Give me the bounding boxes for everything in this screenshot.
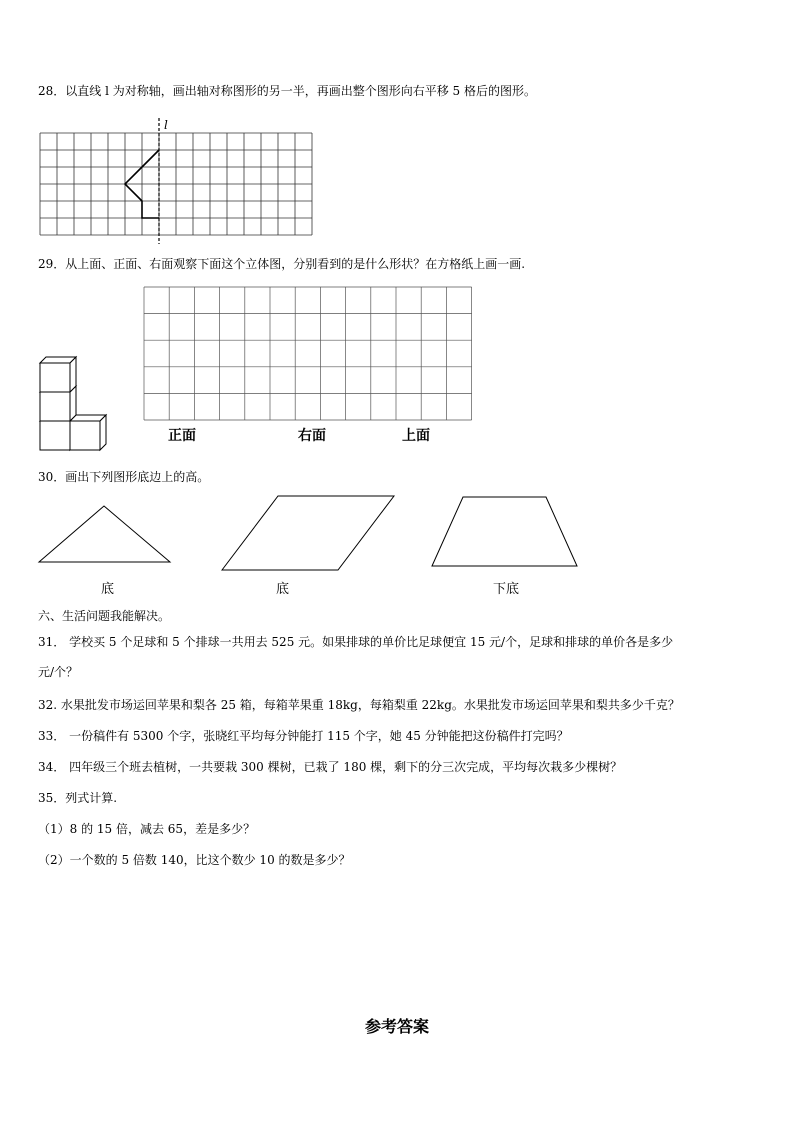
cube-solid-figure [38, 355, 113, 455]
question-35-part1: （1）8 的 15 倍，减去 65，差是多少？ [38, 822, 256, 836]
answer-key-title: 参考答案 [364, 1017, 429, 1036]
base-label-triangle: 底 [101, 582, 115, 597]
view-label-front: 正面 [168, 428, 196, 444]
section-6-heading: 六、生活问题我能解决。 [38, 609, 171, 623]
question-35: 35．列式计算. [38, 791, 118, 805]
question-30: 30．画出下列图形底边上的高。 [38, 470, 210, 484]
q30-shapes [38, 494, 583, 574]
base-label-parallelogram: 底 [276, 582, 290, 597]
q28-grid-figure [40, 118, 312, 246]
question-34: 34． 四年级三个班去植树，一共要栽 300 棵树，已栽了 180 棵，剩下的分三次完成，平均每次栽多少棵树？ [38, 760, 623, 774]
question-29: 29．从上面、正面、右面观察下面这个立体图，分别看到的是什么形状？在方格纸上画一画. [38, 257, 526, 271]
question-32: 32. 水果批发市场运回苹果和梨各 25 箱，每箱苹果重 18kg，每箱梨重 22kg。水果批发市场运回苹果和梨共多少千克？ [38, 698, 680, 712]
q29-drawing-grid [143, 286, 473, 424]
question-31-line2: 元/个？ [38, 665, 79, 679]
trapezoid-shape [432, 497, 577, 566]
question-33: 33． 一份稿件有 5300 个字，张晓红平均每分钟能打 115 个字，她 45 分钟能把这份稿件打完吗？ [38, 729, 569, 743]
base-label-trapezoid: 下底 [493, 582, 520, 597]
view-label-top: 上面 [402, 428, 430, 444]
triangle-shape [39, 506, 170, 562]
question-35-part2: （2）一个数的 5 倍数 140，比这个数少 10 的数是多少？ [38, 853, 351, 867]
view-label-right: 右面 [298, 428, 326, 444]
axis-label-l: l [164, 118, 168, 132]
question-28: 28．以直线 l 为对称轴，画出轴对称图形的另一半，再画出整个图形向右平移 5 格后的图形。 [38, 84, 537, 98]
question-31-line1: 31． 学校买 5 个足球和 5 个排球一共用去 525 元。如果排球的单价比足球便宜 15 元/个，足球和排球的单价各是多少 [38, 635, 674, 649]
parallelogram-shape [222, 496, 394, 570]
